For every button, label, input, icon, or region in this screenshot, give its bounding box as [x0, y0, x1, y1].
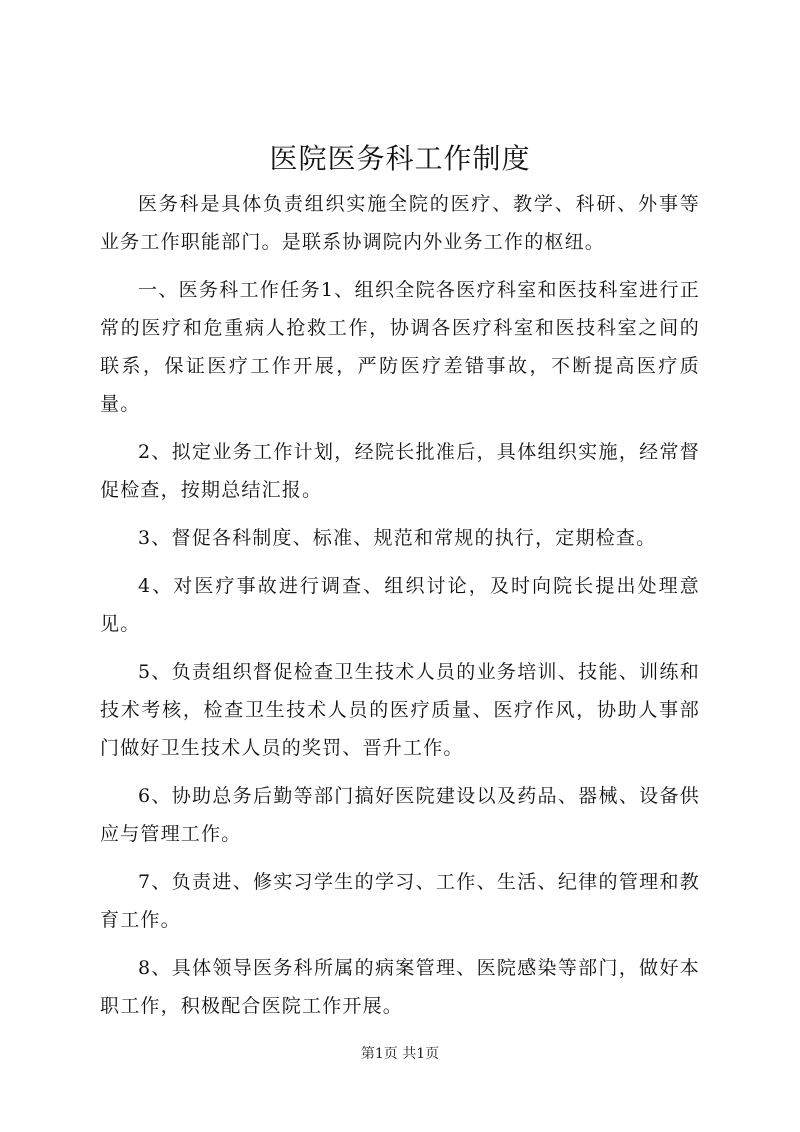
- paragraph-intro: 医务科是具体负责组织实施全院的医疗、教学、科研、外事等业务工作职能部门。是联系协调院内外业务工作的枢纽。: [100, 193, 700, 253]
- paragraph-task-6: 6、协助总务后勤等部门搞好医院建设以及药品、器械、设备供应与管理工作。: [100, 785, 700, 845]
- document-title: 医院医务科工作制度: [269, 142, 531, 175]
- paragraph-task-7: 7、负责进、修实习学生的学习、工作、生活、纪律的管理和教育工作。: [100, 871, 700, 931]
- paragraph-task-8: 8、具体领导医务科所属的病案管理、医院感染等部门，做好本职工作，积极配合医院工作开展。: [100, 957, 700, 1017]
- document-body: [100, 185, 700, 1035]
- paragraph-task-5: 5、负责组织督促检查卫生技术人员的业务培训、技能、训练和技术考核，检查卫生技术人员的医疗质量、医疗作风，协助人事部门做好卫生技术人员的奖罚、晋升工作。: [100, 661, 700, 759]
- paragraph-task-1: 一、医务科工作任务1、组织全院各医疗科室和医技科室进行正常的医疗和危重病人抢救工作，协调各医疗科室和医技科室之间的联系，保证医疗工作开展，严防医疗差错事故，不断提高医疗质量。: [100, 279, 700, 415]
- paragraph-task-3: 3、督促各科制度、标准、规范和常规的执行，定期检查。: [138, 527, 657, 549]
- paragraph-task-4: 4、对医疗事故进行调查、组织讨论，及时向院长提出处理意见。: [100, 575, 700, 635]
- paragraph-task-2: 2、拟定业务工作计划，经院长批准后，具体组织实施，经常督促检查，按期总结汇报。: [100, 441, 700, 501]
- page-number-footer: 第1页 共1页: [360, 1046, 440, 1062]
